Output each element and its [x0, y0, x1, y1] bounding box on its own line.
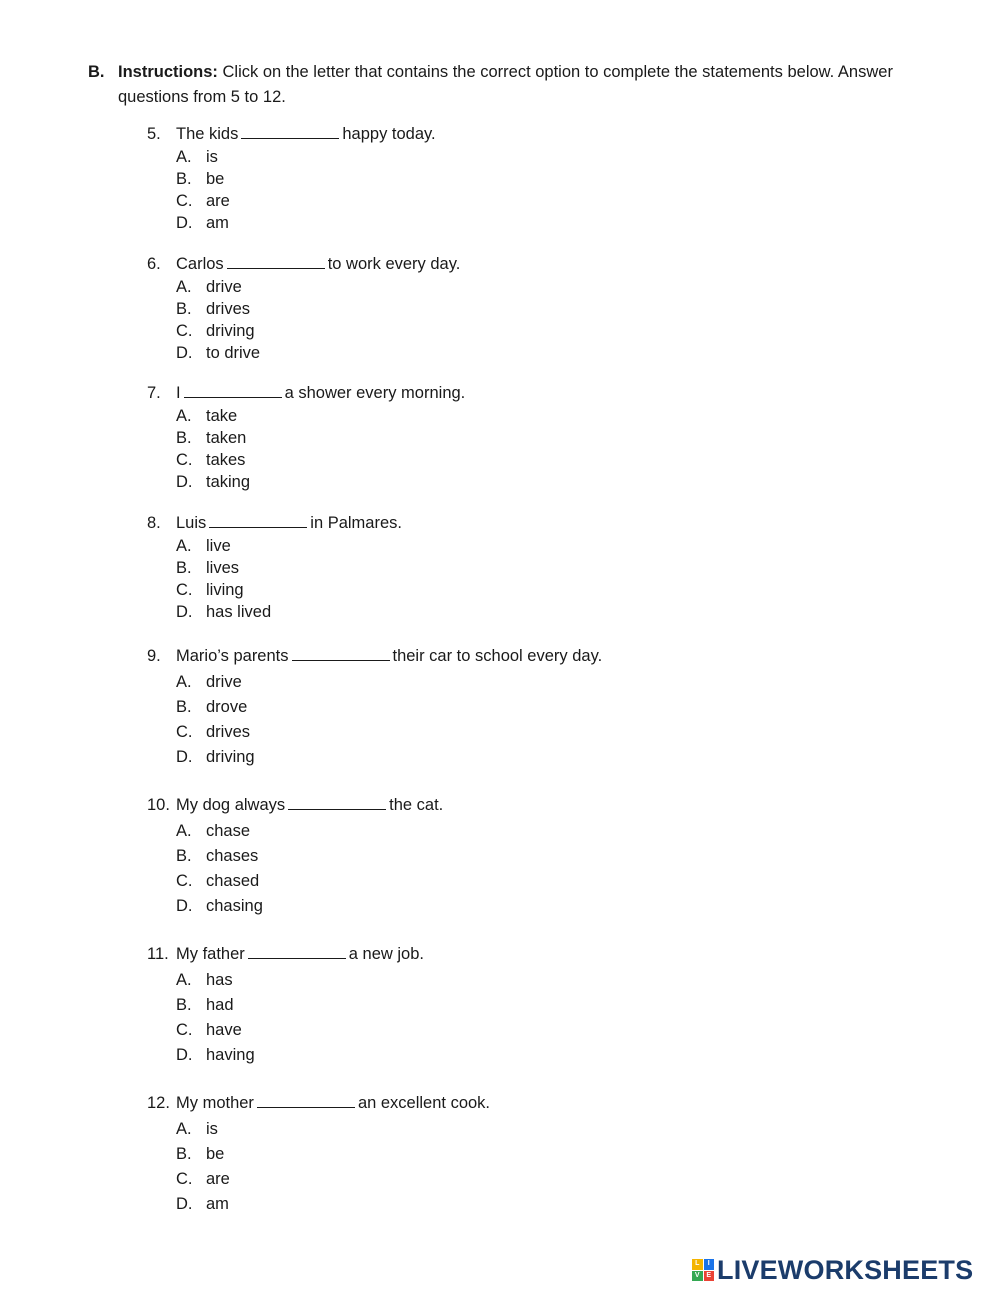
- section-letter: B.: [88, 63, 105, 81]
- option-letter[interactable]: B.: [176, 996, 192, 1014]
- option-text: having: [206, 1046, 255, 1064]
- option-text: is: [206, 1120, 218, 1138]
- answer-blank: [241, 125, 339, 139]
- option-a[interactable]: [147, 820, 250, 842]
- option-letter[interactable]: C.: [176, 192, 193, 210]
- question-10: [147, 794, 444, 915]
- option-letter[interactable]: C.: [176, 581, 193, 599]
- option-letter[interactable]: D.: [176, 214, 193, 232]
- option-text: have: [206, 1021, 242, 1039]
- option-c[interactable]: [147, 721, 250, 743]
- option-text: to drive: [206, 344, 261, 362]
- question-text-before: My dog always: [176, 796, 286, 814]
- option-d[interactable]: [147, 895, 263, 917]
- option-letter[interactable]: A.: [176, 673, 192, 691]
- option-a[interactable]: [147, 1118, 218, 1140]
- option-text: driving: [206, 322, 255, 340]
- option-text: drives: [206, 300, 251, 318]
- option-text: drives: [206, 723, 251, 741]
- question-8: [147, 512, 402, 621]
- option-text: take: [206, 407, 238, 425]
- option-letter[interactable]: D.: [176, 344, 193, 362]
- question-number: 5.: [147, 125, 161, 143]
- question-text-after: a shower every morning.: [284, 384, 466, 402]
- option-b[interactable]: [147, 845, 258, 867]
- question-text-before: Luis: [176, 514, 207, 532]
- option-text: chasing: [206, 897, 263, 915]
- option-letter[interactable]: C.: [176, 872, 193, 890]
- question-stem: [147, 123, 436, 145]
- option-text: be: [206, 1145, 225, 1163]
- option-text: drove: [206, 698, 248, 716]
- option-c[interactable]: [147, 870, 259, 892]
- question-number: 8.: [147, 514, 161, 532]
- option-a[interactable]: [147, 671, 242, 693]
- option-text: driving: [206, 748, 255, 766]
- option-b[interactable]: [147, 994, 234, 1016]
- option-letter[interactable]: D.: [176, 473, 193, 491]
- option-b[interactable]: [147, 1143, 224, 1165]
- option-letter[interactable]: B.: [176, 429, 192, 447]
- option-c[interactable]: [147, 190, 230, 212]
- option-text: am: [206, 214, 229, 232]
- option-text: be: [206, 170, 225, 188]
- option-letter[interactable]: D.: [176, 1046, 193, 1064]
- question-7: [147, 382, 466, 491]
- option-letter[interactable]: A.: [176, 971, 192, 989]
- question-text-after: to work every day.: [327, 255, 461, 273]
- answer-blank: [257, 1094, 355, 1108]
- option-text: has: [206, 971, 233, 989]
- answer-blank: [248, 945, 346, 959]
- question-stem: [147, 512, 402, 534]
- option-d[interactable]: [147, 342, 260, 364]
- question-text-before: I: [176, 384, 181, 402]
- logo-grid-cell: I: [704, 1259, 715, 1270]
- option-a[interactable]: [147, 146, 218, 168]
- option-letter[interactable]: C.: [176, 451, 193, 469]
- question-stem: [147, 1092, 490, 1114]
- option-d[interactable]: [147, 212, 229, 234]
- option-letter[interactable]: A.: [176, 407, 192, 425]
- option-a[interactable]: [147, 535, 231, 557]
- logo-text: LIVEWORKSHEETS: [717, 1254, 974, 1285]
- option-letter[interactable]: D.: [176, 1195, 193, 1213]
- option-a[interactable]: [147, 276, 242, 298]
- option-a[interactable]: [147, 969, 233, 991]
- option-letter[interactable]: C.: [176, 723, 193, 741]
- question-stem: [147, 382, 465, 404]
- option-text: chased: [206, 872, 260, 890]
- logo-grid-cell: E: [704, 1271, 715, 1282]
- option-letter[interactable]: C.: [176, 1170, 193, 1188]
- option-text: is: [206, 148, 218, 166]
- option-c[interactable]: [147, 449, 245, 471]
- question-text-before: Carlos: [176, 255, 224, 273]
- option-text: had: [206, 996, 234, 1014]
- question-stem: [147, 645, 602, 667]
- option-d[interactable]: [147, 1193, 229, 1215]
- option-letter[interactable]: B.: [176, 170, 192, 188]
- question-number: 12.: [147, 1094, 170, 1112]
- option-text: chase: [206, 822, 251, 840]
- question-number: 7.: [147, 384, 161, 402]
- option-letter[interactable]: A.: [176, 148, 192, 166]
- answer-blank: [227, 255, 325, 269]
- option-text: am: [206, 1195, 229, 1213]
- option-text: drive: [206, 278, 242, 296]
- option-text: are: [206, 1170, 230, 1188]
- option-text: lives: [206, 559, 240, 577]
- option-letter[interactable]: A.: [176, 278, 192, 296]
- question-number: 6.: [147, 255, 161, 273]
- option-text: drive: [206, 673, 242, 691]
- question-text-after: their car to school every day.: [392, 647, 603, 665]
- option-letter[interactable]: D.: [176, 897, 193, 915]
- answer-blank: [209, 514, 307, 528]
- question-number: 9.: [147, 647, 161, 665]
- answer-blank: [184, 384, 282, 398]
- option-letter[interactable]: D.: [176, 748, 193, 766]
- question-12: [147, 1092, 491, 1213]
- option-b[interactable]: [147, 168, 224, 190]
- logo-grid-cell: V: [692, 1271, 703, 1282]
- liveworksheets-logo: [692, 1255, 973, 1285]
- option-letter[interactable]: A.: [176, 537, 192, 555]
- option-letter[interactable]: B.: [176, 847, 192, 865]
- instructions-text: [118, 60, 908, 110]
- instructions-label: Instructions:: [118, 63, 218, 81]
- question-text-before: Mario’s parents: [176, 647, 289, 665]
- question-number: 10.: [147, 796, 170, 814]
- answer-blank: [288, 796, 386, 810]
- question-text-after: happy today.: [342, 125, 436, 143]
- question-text-before: My mother: [176, 1094, 254, 1112]
- question-6: [147, 253, 461, 362]
- option-letter[interactable]: B.: [176, 559, 192, 577]
- option-letter[interactable]: B.: [176, 698, 192, 716]
- option-text: taken: [206, 429, 247, 447]
- option-c[interactable]: [147, 579, 244, 601]
- question-text-before: The kids: [176, 125, 239, 143]
- option-text: taking: [206, 473, 251, 491]
- option-text: live: [206, 537, 231, 555]
- question-text-before: My father: [176, 945, 245, 963]
- question-number: 11.: [147, 945, 169, 963]
- question-11: [147, 943, 424, 1064]
- option-b[interactable]: [147, 696, 247, 718]
- question-text-after: a new job.: [348, 945, 424, 963]
- question-text-after: an excellent cook.: [357, 1094, 491, 1112]
- logo-grid-cell: L: [692, 1259, 703, 1270]
- option-letter[interactable]: C.: [176, 322, 193, 340]
- option-c[interactable]: [147, 1168, 230, 1190]
- option-letter[interactable]: B.: [176, 300, 192, 318]
- option-letter[interactable]: B.: [176, 1145, 192, 1163]
- option-c[interactable]: [147, 320, 255, 342]
- option-a[interactable]: [147, 405, 237, 427]
- answer-blank: [292, 647, 390, 661]
- option-letter[interactable]: D.: [176, 603, 193, 621]
- instructions-body: Click on the letter that contains the correct option to complete the statements below. Answer questions from 5 to 12.: [118, 63, 893, 106]
- question-stem: [147, 253, 460, 275]
- logo-grid-icon: [692, 1259, 714, 1281]
- option-d[interactable]: [147, 1044, 255, 1066]
- option-b[interactable]: [147, 557, 239, 579]
- option-d[interactable]: [147, 601, 271, 623]
- option-d[interactable]: [147, 471, 250, 493]
- option-text: chases: [206, 847, 259, 865]
- option-text: are: [206, 192, 230, 210]
- option-letter[interactable]: A.: [176, 822, 192, 840]
- option-b[interactable]: [147, 298, 250, 320]
- option-d[interactable]: [147, 746, 255, 768]
- option-b[interactable]: [147, 427, 246, 449]
- question-9: [147, 645, 603, 766]
- option-text: has lived: [206, 603, 272, 621]
- question-text-after: in Palmares.: [310, 514, 402, 532]
- question-stem: [147, 943, 424, 965]
- option-c[interactable]: [147, 1019, 242, 1041]
- question-stem: [147, 794, 443, 816]
- question-text-after: the cat.: [389, 796, 444, 814]
- option-text: takes: [206, 451, 246, 469]
- question-5: [147, 123, 436, 232]
- option-letter[interactable]: C.: [176, 1021, 193, 1039]
- option-letter[interactable]: A.: [176, 1120, 192, 1138]
- option-text: living: [206, 581, 244, 599]
